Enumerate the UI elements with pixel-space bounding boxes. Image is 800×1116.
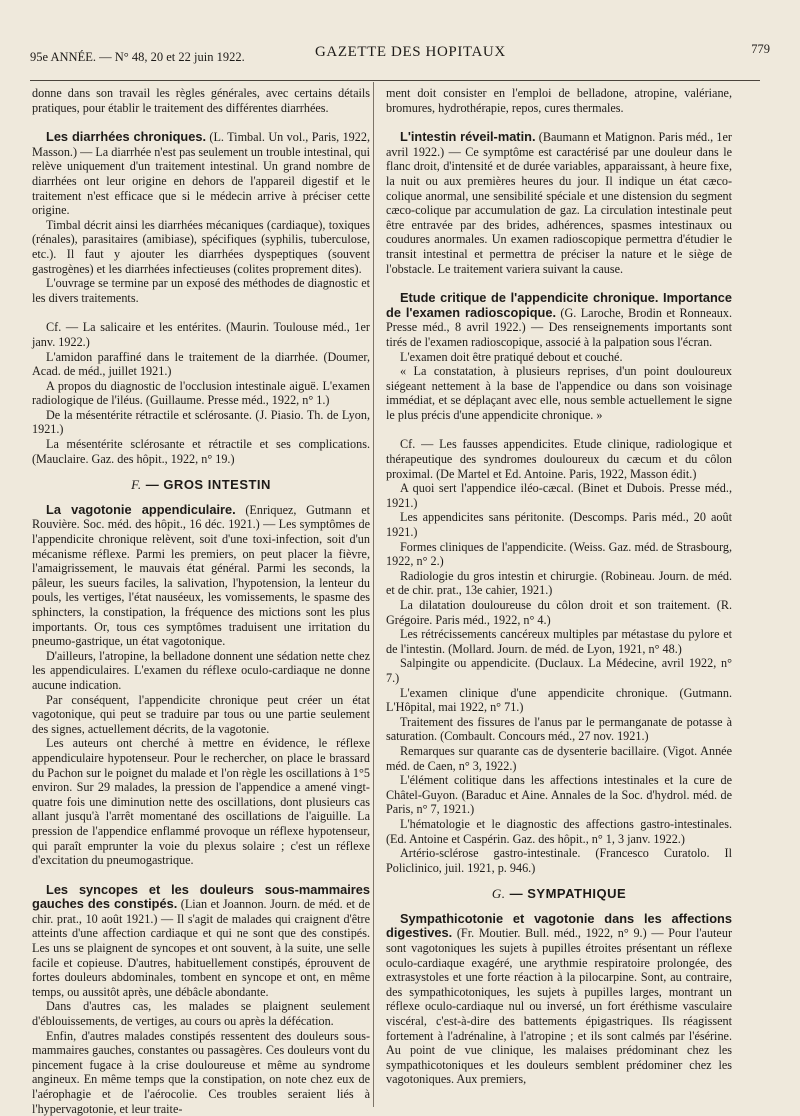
cf-reference: Traitement des fissures de l'anus par le permanganate de potasse à saturation. (Combault. Concours méd., 27 nov. 1921.)	[386, 714, 732, 744]
article-paragraph: « La constatation, à plusieurs reprises, d'un point douloureux siégeant nettement à la base de l'appendice ou dans son voisinage immédiat, et se déplaçant avec elle, nous semble actuellement le signe le plus précis d'une appendicite chronique. »	[386, 364, 732, 422]
article-paragraph: L'ouvrage se termine par un exposé des méthodes de diagnostic et les divers traitements.	[32, 276, 370, 305]
article-paragraph: Timbal décrit ainsi les diarrhées mécaniques (cardiaque), toxiques (rénales), parasitaires (amibiase), spécifiques (syphilis, tuberculose, etc.). Il faut y ajouter les diarrhées dyspeptiques (souvent gastrogènes) et les diarrhées infectieuses (colites proprement dites).	[32, 217, 370, 276]
section-heading-f	[32, 478, 370, 493]
article-body: (L. Timbal. Un vol., Paris, 1922, Masson.) — La diarrhée n'est pas seulement un trouble intestinal, qui relève uniquement d'un traitement intestinal. Un grand nombre de diarrhées ont leur origine en dehors de l'appareil digestif et le traitement n'est efficace que si le médecin arrive à préciser cette origine.	[32, 130, 370, 218]
section-letter: G.	[491, 886, 506, 902]
cf-reference: Cf. — Les fausses appendicites. Etude clinique, radiologique et thérapeutique des syndromes douloureux du cæcum et du côlon proximal. (De Martel et Ed. Antoine. Paris, 1922, Masson édit.)	[386, 437, 732, 481]
article-title: La vagotonie appendiculaire.	[46, 501, 236, 517]
section-title: — GROS INTESTIN	[145, 477, 271, 493]
cf-reference: Remarques sur quarante cas de dysenterie bacillaire. (Vigot. Année méd. de Caen, n° 3, 1922.)	[386, 743, 732, 773]
cf-reference: A propos du diagnostic de l'occlusion intestinale aiguë. L'examen radiologique de l'iléus. (Guillaume. Presse méd., 1922, n° 1.)	[32, 378, 370, 408]
cf-reference: L'hématologie et le diagnostic des affections gastro-intestinales. (Ed. Antoine et Caspérin. Gaz. des hôpit., n° 1, 3 janv. 1922.)	[386, 816, 732, 846]
cf-reference: Les rétrécissements cancéreux multiples par métastase du pylore et de l'intestin. (Mollard. Journ. de méd. de Lyon, 1921, n° 48.)	[386, 627, 732, 656]
cf-reference: L'élément colitique dans les affections intestinales et la cure de Châtel-Guyon. (Baraduc et Aine. Annales de la Soc. d'hydrol. méd. de Paris, n° 7, 1921.)	[386, 773, 732, 817]
article-body: (Lian et Joannon. Journ. de méd. et de chir. prat., 10 août 1921.) — Il s'agit de malades qui craignent d'être atteints d'une affection cardiaque et qui ne sont que des constipés. Les uns se plaignent de syncopes et ont souvent, à la suite, une selle facile et copieuse. D'autres, habituellement constipés, éprouvent de fortes douleurs abdominales, tombent en syncope et ont, en même temps, ou aussitôt après, une débâcle abondante.	[32, 897, 370, 999]
section-letter: F.	[131, 477, 142, 493]
article-title: Les diarrhées chroniques.	[46, 129, 207, 145]
cf-reference: Radiologie du gros intestin et chirurgie. (Robineau. Journ. de méd. et de chir. prat., 13e cahier, 1921.)	[386, 568, 732, 598]
article-body: (G. Laroche, Brodin et Ronneaux. Presse méd., 8 avril 1922.) — Des renseignements importants sont tirés de l'examen radioscopique, associé à la palpation sous l'écran.	[386, 305, 732, 349]
article-paragraph: D'ailleurs, l'atropine, la belladone donnent une sédation nette chez les appendiculaires. L'examen du réflexe oculo-cardiaque ne donne aucune indication.	[32, 648, 370, 692]
cf-reference: De la mésentérite rétractile et sclérosante. (J. Piasio. Th. de Lyon, 1921.)	[32, 407, 370, 437]
section-title: — SYMPATHIQUE	[509, 886, 627, 902]
page-header	[30, 40, 770, 66]
header-rule	[30, 80, 760, 81]
cf-reference: Cf. — La salicaire et les entérites. (Maurin. Toulouse méd., 1er janv. 1922.)	[32, 320, 370, 349]
article-title: Sympathicotonie et vagotonie dans les affections digestives.	[386, 910, 732, 941]
article-vagotonie	[32, 503, 370, 649]
article-etude	[386, 291, 732, 349]
article-body: (Fr. Moutier. Bull. méd., 1922, n° 9.) — Pour l'auteur sont vagotoniques les sujets à pupilles étroites présentant un réflexe oculo-cardiaque exagéré, une arythmie respiratoire prolongée, des extrasystoles et une forte réaction à la pilocarpine. Sont, au contraire, des sympathicotoniques, les sujets à pupilles larges, montrant un réflexe oculo-cardiaque nul ou inversé, un fort éréthisme vasculaire viscéral, c'est-à-dire des battements épigastriques. Ils réagissent fortement à l'adrénaline, à l'atropine ; et ils sont calmés par l'ésérine. Au point de vue clinique, les malaises prédominant chez les sympathicotoniques et les douleurs semblent prédominer chez les vagotoniques. Aux premiers,	[386, 926, 732, 1087]
article-syncopes	[32, 883, 370, 1000]
article-paragraph: Enfin, d'autres malades constipés ressentent des douleurs sous-mammaires gauches, constantes ou passagères. Ces douleurs vont du pincement fugace à la crise douloureuse et même au syndrome angineux. En même temps que la constipation, on note chez eux de l'aérophagie et de l'aérocolie. Ces troubles seraient liés à l'hypervagotonie, et leur traite-	[32, 1028, 370, 1116]
article-body: (Baumann et Matignon. Paris méd., 1er avril 1922.) — Ce symptôme est caractérisé par une douleur dans le flanc droit, d'intensité et de durée variables, apparaissant, à heure fixe, la nuit ou aux premières heures du jour. Il indique un état cæco-colique anormal, une sensibilité spéciale et une distension du segment cæco-colique par accumulation de gaz. La circulation intestinale peut être entravée par des brides, adhérences, spasmes intestinaux ou coudures anormales. Un examen radioscopique permettra d'étudier le transit intestinal et permettra de préciser la nature et le siège de l'obstacle. Le traitement variera suivant la cause.	[386, 130, 732, 276]
page-number: 779	[751, 42, 770, 56]
column-divider	[373, 82, 374, 1107]
left-column	[32, 86, 370, 1116]
article-title: L'intestin réveil-matin.	[400, 129, 536, 145]
cf-reference: Salpingite ou appendicite. (Duclaux. La Médecine, avril 1922, n° 7.)	[386, 656, 732, 685]
article-paragraph: L'examen doit être pratiqué debout et couché.	[400, 349, 623, 364]
cf-reference: A quoi sert l'appendice iléo-cæcal. (Binet et Dubois. Presse méd., 1921.)	[386, 481, 732, 510]
cf-reference: Formes cliniques de l'appendicite. (Weiss. Gaz. méd. de Strasbourg, 1922, n° 2.)	[386, 539, 732, 569]
cf-reference: La mésentérite sclérosante et rétractile et ses complications. (Mauclaire. Gaz. des hôpit., 1922, n° 19.)	[32, 437, 370, 466]
article-body: (Enriquez, Gutmann et Rouvière. Soc. méd. des hôpit., 16 déc. 1921.) — Les symptômes de l'appendicite chronique relèvent, soit d'une toxi-infection, soit d'un mécanisme réflexe. Parmi les premiers, on peut placer la fièvre, l'amaigrissement, le mauvais état général. Parmi les seconds, la pâleur, les sueurs faciles, la salivation, l'hypotension, la lenteur du pouls, les vertiges, l'état nauséeux, les vomissements, le spasme des sphincters, la constipation, la fréquence des mictions sont les plus importants. Or, tous ces symptômes traduisent une irritation du pneumo-gastrique, un état vagotonique.	[32, 502, 370, 649]
article-intestin	[386, 130, 732, 276]
journal-title: GAZETTE DES HOPITAUX	[315, 44, 506, 60]
cf-reference: La dilatation douloureuse du côlon droit et son traitement. (R. Grégoire. Paris méd., 1922, n° 4.)	[386, 598, 732, 627]
cf-reference: L'examen clinique d'une appendicite chronique. (Gutmann. L'Hôpital, mai 1922, n° 71.)	[386, 685, 732, 715]
cf-reference: Artério-sclérose gastro-intestinale. (Francesco Curatolo. Il Policlinico, juil. 1921, p. 946.)	[386, 846, 732, 875]
article-title: Etude critique de l'appendicite chronique. Importance de l'examen radioscopique.	[386, 290, 732, 320]
article-paragraph: Dans d'autres cas, les malades se plaignent seulement d'éblouissements, de vertiges, au cours ou après la défécation.	[32, 999, 370, 1029]
issue-info: 95e ANNÉE. — N° 48, 20 et 22 juin 1922.	[30, 50, 245, 64]
article-sympathicotonie	[386, 912, 732, 1087]
article-title: Les syncopes et les douleurs sous-mammaires gauches des constipés.	[32, 881, 370, 912]
continued-text: ment doit consister en l'emploi de belladone, atropine, valériane, bromures, hydrothérapie, repos, cures thermales.	[386, 86, 732, 115]
continued-text: donne dans son travail les règles générales, avec certains détails pratiques, pour établir le traitement des différentes diarrhées.	[32, 86, 370, 115]
cf-reference: L'amidon paraffiné dans le traitement de la diarrhée. (Doumer, Acad. de méd., juillet 1921.)	[32, 349, 370, 379]
section-heading-g	[386, 887, 732, 902]
article-paragraph: Par conséquent, l'appendicite chronique peut créer un état vagotonique, qui peut se traduire par tous ou une partie seulement des signes, actuellement décrits, de la vagotonie.	[32, 692, 370, 736]
cf-reference: Les appendicites sans péritonite. (Descomps. Paris méd., 20 août 1921.)	[386, 510, 732, 540]
right-column	[386, 86, 732, 1106]
article-diarrhees	[32, 130, 370, 218]
article-paragraph: Les auteurs ont cherché à mettre en évidence, le réflexe appendiculaire hypotenseur. Pour le rechercher, on place le brassard du Pachon sur le poignet du malade et l'on règle les oscillations à 1°5 environ. Sur 29 malades, la pression de l'appendice a amené vingt-quatre fois une diminution nette des oscillations, dont plusieurs cas allant jusqu'à l'arrêt momentané des oscillations de l'aiguille. La pression de l'appendice enflammé provoque un réflexe hypotenseur, qui paraît emprunter la voie du plexus solaire ; c'est un réflexe d'excitation du pneumogastrique.	[32, 736, 370, 868]
